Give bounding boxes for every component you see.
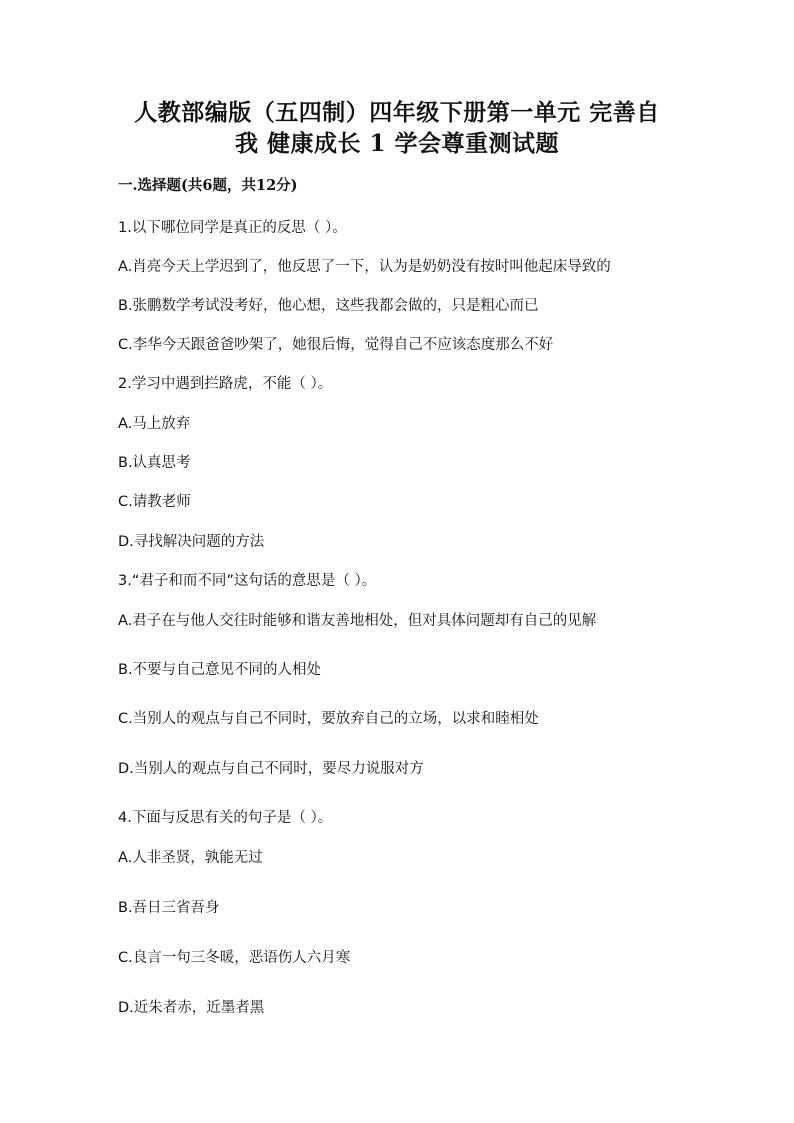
answer-option: D.当别人的观点与自己不同时，要尽力说服对方 (118, 761, 424, 777)
question-stem: 1.以下哪位同学是真正的反思（ ）。 (118, 220, 347, 236)
answer-option: B.不要与自己意见不同的人相处 (118, 662, 322, 678)
answer-option: C.李华今天跟爸爸吵架了，她很后悔，觉得自己不应该态度那么不好 (118, 337, 554, 353)
question-stem: 4.下面与反思有关的句子是（ ）。 (118, 810, 333, 826)
answer-option: B.吾日三省吾身 (118, 900, 220, 916)
answer-option: A.马上放弃 (118, 416, 191, 432)
answer-option: B.认真思考 (118, 455, 191, 471)
answer-option: B.张鹏数学考试没考好，他心想，这些我都会做的，只是粗心而已 (118, 298, 539, 314)
answer-option: A.人非圣贤，孰能无过 (118, 850, 263, 866)
answer-option: D.近朱者赤，近墨者黑 (118, 1000, 265, 1016)
answer-option: C.请教老师 (118, 494, 191, 510)
question-stem: 2.学习中遇到拦路虎，不能（ ）。 (118, 376, 333, 392)
page-title-line-1: 人教部编版（五四制）四年级下册第一单元 完善自 (134, 99, 660, 126)
answer-option: C.当别人的观点与自己不同时，要放弃自己的立场，以求和睦相处 (118, 711, 539, 727)
question-stem: 3.“君子和而不同”这句话的意思是（ ）。 (118, 573, 377, 589)
answer-option: C.良言一句三冬暖，恶语伤人六月寒 (118, 950, 351, 966)
answer-option: D.寻找解决问题的方法 (118, 534, 265, 550)
section-heading: 一.选择题(共6题，共12分) (118, 177, 298, 194)
page-title-line-2: 我 健康成长 1 学会尊重测试题 (234, 130, 560, 157)
answer-option: A.君子在与他人交往时能够和谐友善地相处，但对具体问题却有自己的见解 (118, 613, 597, 629)
answer-option: A.肖亮今天上学迟到了，他反思了一下，认为是奶奶没有按时叫他起床导致的 (118, 259, 611, 275)
